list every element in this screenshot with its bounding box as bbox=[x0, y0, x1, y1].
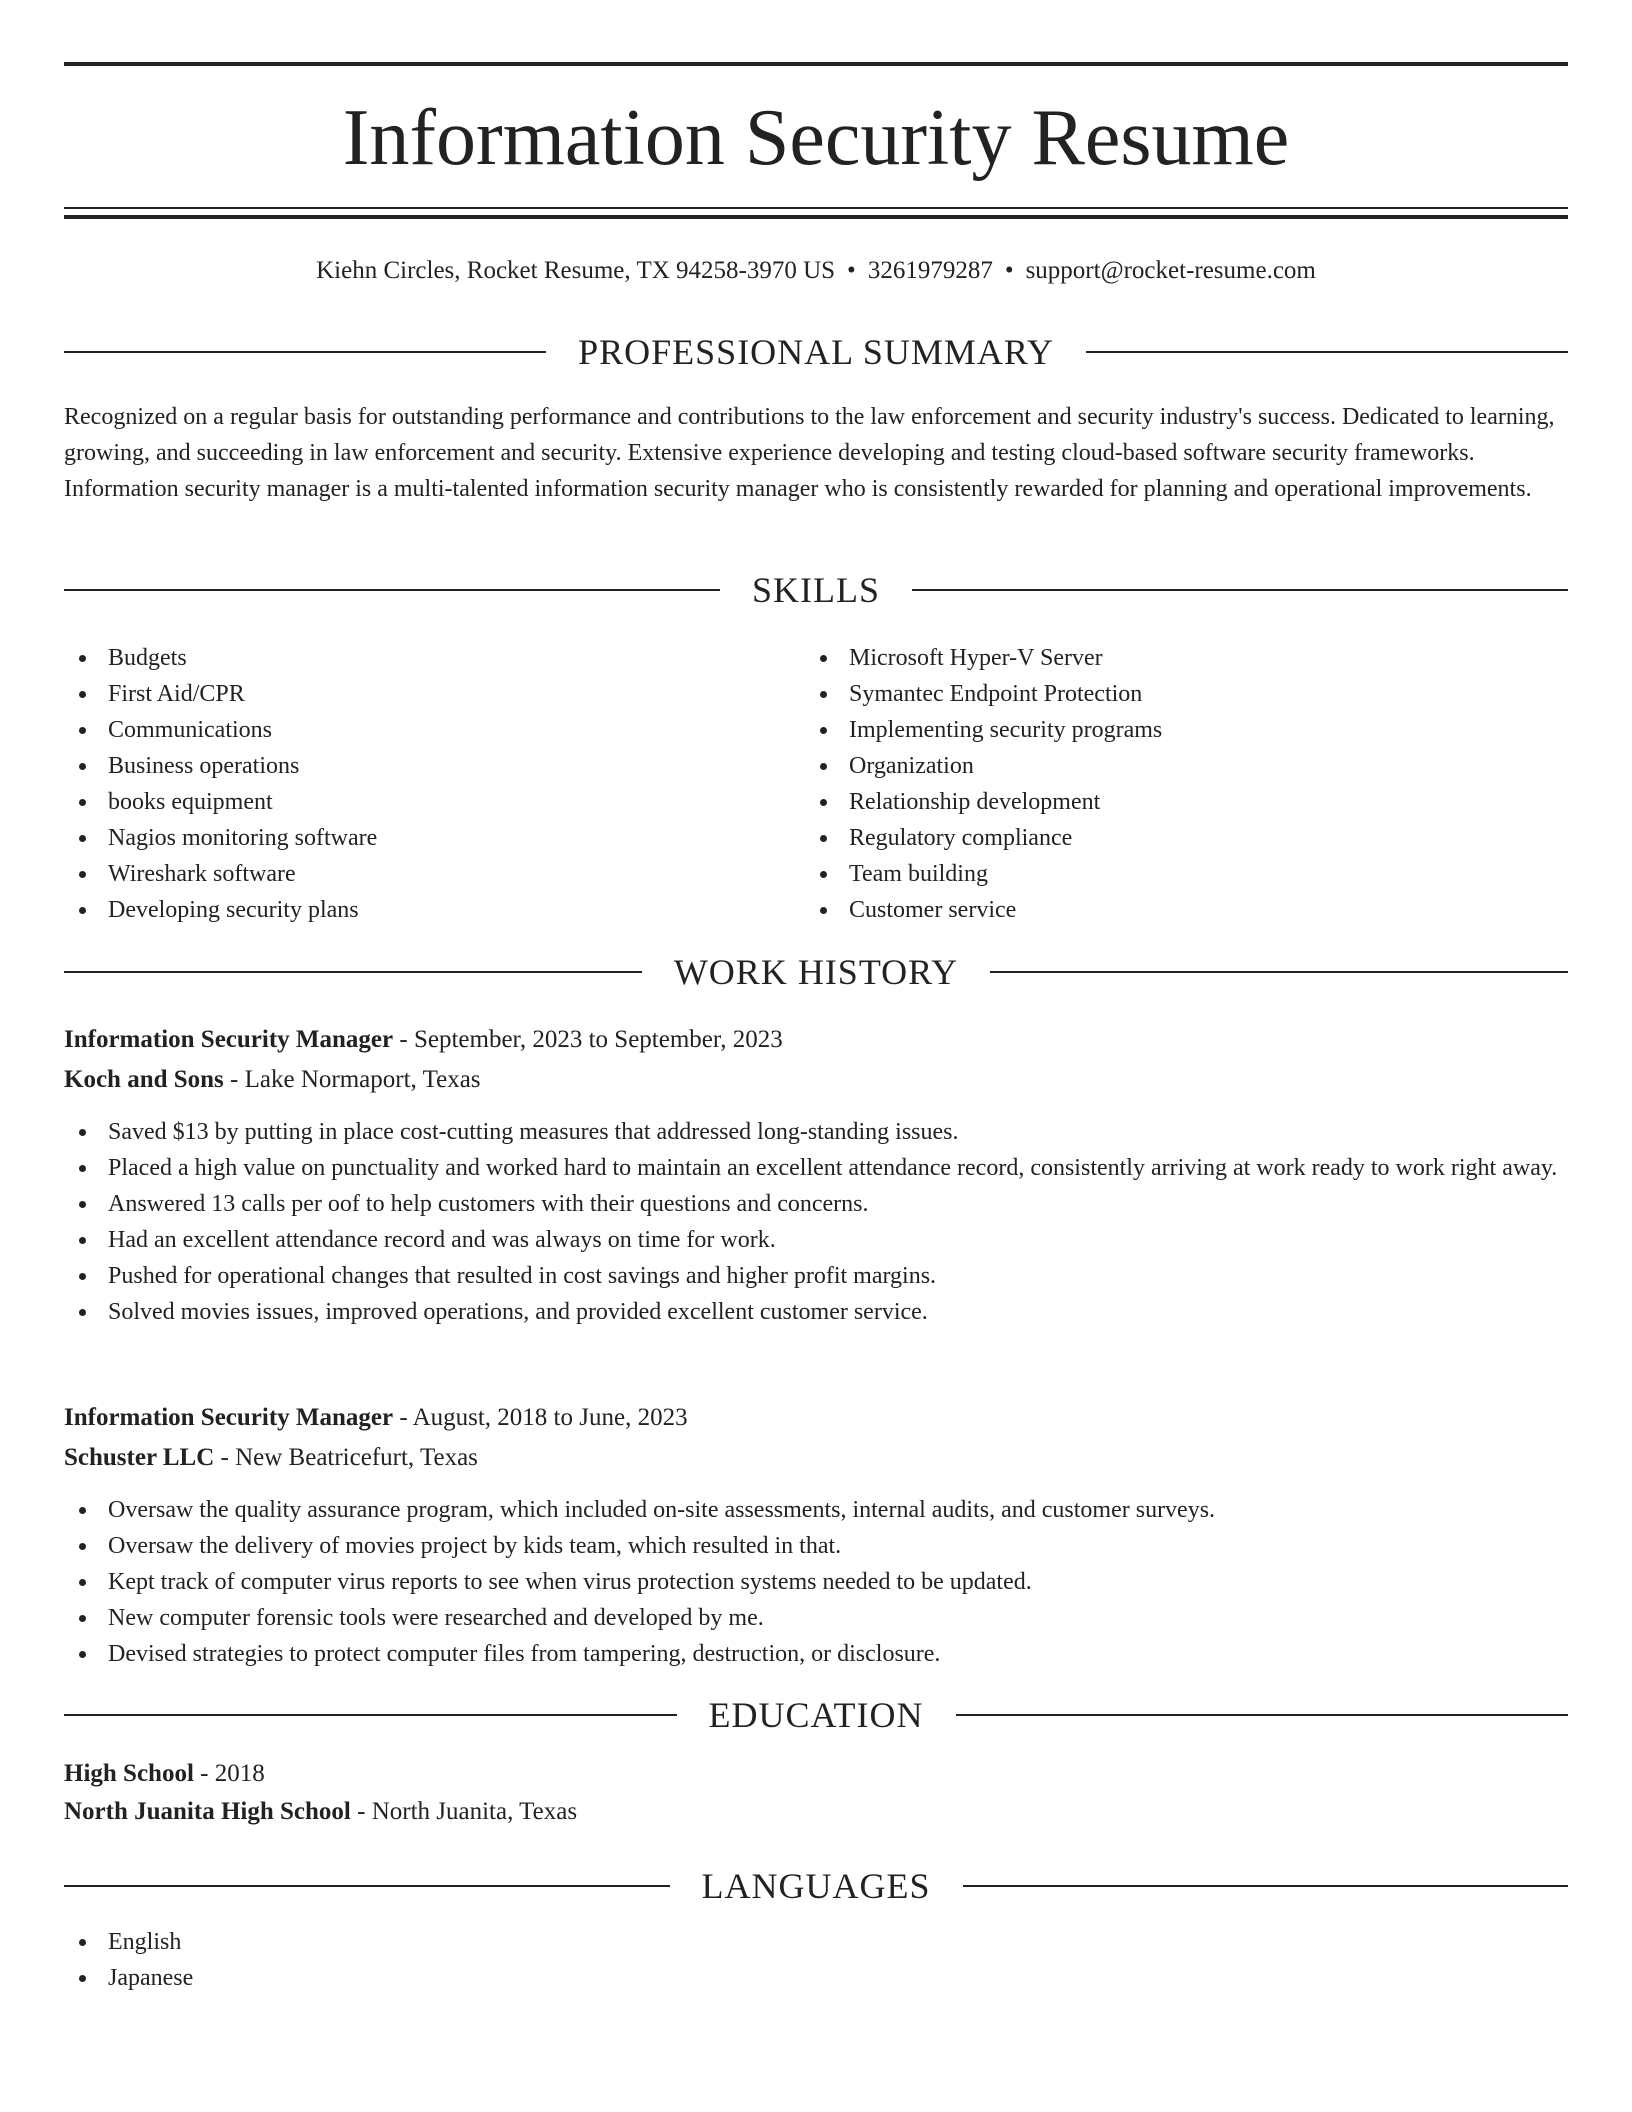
resume-title: Information Security Resume bbox=[342, 94, 1290, 182]
section-rule bbox=[64, 1885, 670, 1887]
duty-item: Kept track of computer virus reports to see when virus protection systems needed to be updated. bbox=[64, 1564, 1568, 1600]
job-duties-list bbox=[64, 1114, 1568, 1330]
job-title: Information Security Manager bbox=[64, 1026, 394, 1053]
duty-item: Had an excellent attendance record and was always on time for work. bbox=[64, 1222, 1568, 1258]
duty-item: Devised strategies to protect computer files from tampering, destruction, or disclosure. bbox=[64, 1636, 1568, 1672]
section-header-skills bbox=[64, 565, 1568, 615]
section-rule bbox=[64, 971, 642, 973]
section-title: WORK HISTORY bbox=[673, 952, 959, 992]
skills-list-left bbox=[64, 640, 764, 928]
skill-item: Implementing security programs bbox=[805, 712, 1505, 748]
contact-email: support@rocket-resume.com bbox=[1025, 257, 1316, 284]
skill-item: Nagios monitoring software bbox=[64, 820, 764, 856]
section-header-languages bbox=[64, 1861, 1568, 1911]
job-company: Schuster LLC bbox=[64, 1444, 215, 1471]
section-title: PROFESSIONAL SUMMARY bbox=[578, 332, 1054, 372]
skill-item: Budgets bbox=[64, 640, 764, 676]
section-rule bbox=[990, 971, 1568, 973]
job-location: New Beatricefurt, Texas bbox=[235, 1444, 478, 1471]
contact-line bbox=[64, 253, 1568, 289]
skill-item: Organization bbox=[805, 748, 1505, 784]
section-rule bbox=[1086, 351, 1568, 353]
skill-item: Regulatory compliance bbox=[805, 820, 1505, 856]
dash: - bbox=[214, 1444, 236, 1471]
top-rule bbox=[64, 62, 1568, 66]
skill-item: Communications bbox=[64, 712, 764, 748]
education-location: North Juanita, Texas bbox=[371, 1798, 578, 1825]
skill-item: Wireshark software bbox=[64, 856, 764, 892]
section-rule bbox=[956, 1714, 1569, 1716]
skill-item: Team building bbox=[805, 856, 1505, 892]
dash: - bbox=[350, 1798, 372, 1825]
job-title-line bbox=[64, 1020, 1568, 1060]
education-degree: High School bbox=[64, 1760, 194, 1787]
section-title: LANGUAGES bbox=[701, 1866, 931, 1906]
job-duties-list bbox=[64, 1492, 1568, 1672]
skill-item: Microsoft Hyper-V Server bbox=[805, 640, 1505, 676]
section-title: SKILLS bbox=[752, 570, 881, 610]
contact-separator: • bbox=[1004, 257, 1014, 284]
education-year: 2018 bbox=[214, 1760, 265, 1787]
duty-item: Saved $13 by putting in place cost-cutting measures that addressed long-standing issues. bbox=[64, 1114, 1568, 1150]
skill-item: Relationship development bbox=[805, 784, 1505, 820]
language-item: English bbox=[64, 1924, 1568, 1960]
section-header-education bbox=[64, 1690, 1568, 1740]
skill-item: Business operations bbox=[64, 748, 764, 784]
job-location: Lake Normaport, Texas bbox=[244, 1066, 481, 1093]
education-degree-line bbox=[64, 1754, 1568, 1794]
job-company-line bbox=[64, 1438, 1568, 1478]
duty-item: Answered 13 calls per oof to help customers with their questions and concerns. bbox=[64, 1186, 1568, 1222]
duty-item: Oversaw the delivery of movies project by kids team, which resulted in that. bbox=[64, 1528, 1568, 1564]
title-double-rule bbox=[64, 207, 1568, 219]
dash: - bbox=[193, 1760, 215, 1787]
section-header-work bbox=[64, 947, 1568, 997]
section-rule bbox=[64, 1714, 677, 1716]
education-school: North Juanita High School bbox=[64, 1798, 351, 1825]
job-title: Information Security Manager bbox=[64, 1404, 394, 1431]
duty-item: Placed a high value on punctuality and worked hard to maintain an excellent attendance record, consistently arriving at work ready to work right away. bbox=[64, 1150, 1568, 1186]
skill-item: First Aid/CPR bbox=[64, 676, 764, 712]
contact-separator: • bbox=[847, 257, 856, 284]
education-school-line bbox=[64, 1792, 1568, 1832]
dash: - bbox=[393, 1404, 413, 1431]
contact-address: Kiehn Circles, Rocket Resume, TX 94258-3970 US bbox=[316, 257, 836, 284]
section-rule bbox=[963, 1885, 1569, 1887]
section-header-summary bbox=[64, 327, 1568, 377]
skill-item: books equipment bbox=[64, 784, 764, 820]
job-title-line bbox=[64, 1398, 1568, 1438]
duty-item: New computer forensic tools were researched and developed by me. bbox=[64, 1600, 1568, 1636]
duty-item: Solved movies issues, improved operations, and provided excellent customer service. bbox=[64, 1294, 1568, 1330]
section-rule bbox=[912, 589, 1568, 591]
skill-item: Developing security plans bbox=[64, 892, 764, 928]
skills-list-right bbox=[805, 640, 1505, 928]
skill-item: Symantec Endpoint Protection bbox=[805, 676, 1505, 712]
job-dates: September, 2023 to September, 2023 bbox=[413, 1026, 783, 1053]
skill-item: Customer service bbox=[805, 892, 1505, 928]
section-title: EDUCATION bbox=[708, 1695, 924, 1735]
dash: - bbox=[393, 1026, 414, 1053]
job-company-line bbox=[64, 1060, 1568, 1100]
duty-item: Oversaw the quality assurance program, which included on-site assessments, internal audits, and customer surveys. bbox=[64, 1492, 1568, 1528]
dash: - bbox=[223, 1066, 245, 1093]
languages-list bbox=[64, 1924, 1568, 1996]
job-dates: August, 2018 to June, 2023 bbox=[412, 1404, 688, 1431]
summary-text: Recognized on a regular basis for outstanding performance and contributions to the law enforcement and security industry's success. Dedicated to learning, growing, and succeeding in law enforcement and security. Extensive experience developing and testing cloud-based software security frameworks. Information security manager is a multi-talented information security manager who is consistently rewarded for planning and operational improvements. bbox=[64, 404, 1555, 502]
duty-item: Pushed for operational changes that resulted in cost savings and higher profit margins. bbox=[64, 1258, 1568, 1294]
language-item: Japanese bbox=[64, 1960, 1568, 1996]
section-rule bbox=[64, 351, 546, 353]
job-company: Koch and Sons bbox=[64, 1066, 224, 1093]
contact-phone: 3261979287 bbox=[867, 257, 993, 284]
section-rule bbox=[64, 589, 720, 591]
